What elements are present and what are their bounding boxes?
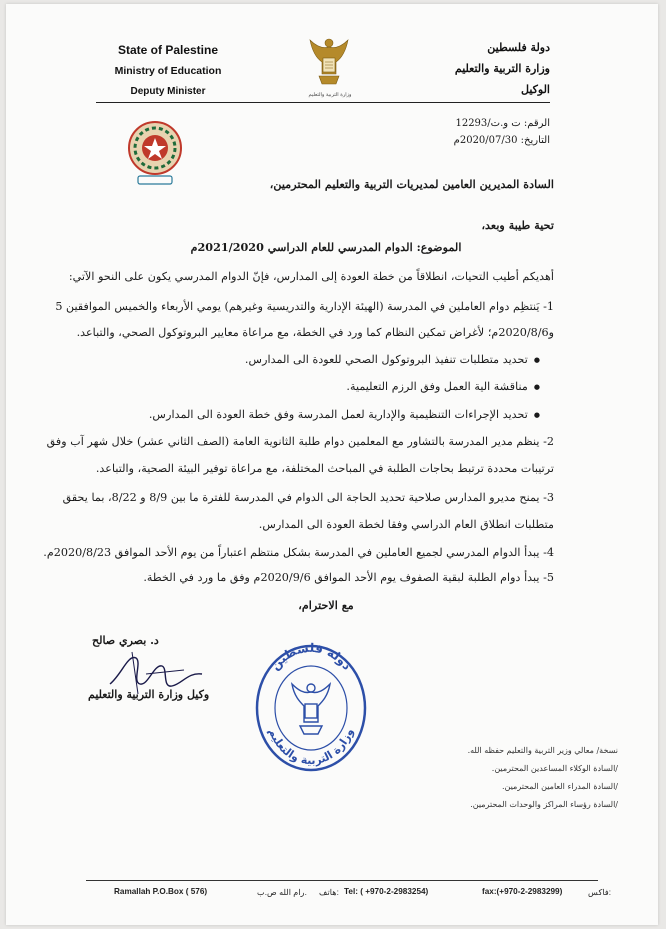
letter-reference: [454, 118, 550, 152]
eagle-emblem-icon: [304, 34, 354, 94]
stamp-outer-text: دولة فلسطين: [267, 640, 355, 673]
item-4: 4- يبدأ الدوام المدرسي لجميع العاملين في المدرسة بشكل منتظم اعتباراً من يوم الأحد الموافق 2020/8/23م.: [43, 546, 554, 559]
signer-title: وكيل وزارة التربية والتعليم: [88, 688, 210, 701]
signer-name: د. بصري صالح: [92, 634, 159, 647]
greeting: تحية طيبة وبعد،: [481, 218, 554, 232]
ar-ministry-name: وزارة التربية والتعليم: [454, 62, 550, 75]
item-3-line-1: 3- يمنح مديرو المدارس صلاحية تحديد الحاجة الى الدوام في المدرسة للفترة ما بين 8/9 و 8/22، بما يحقق: [62, 491, 554, 504]
bullet-item: ● تحديد متطلبات تنفيذ البروتوكول الصحي للعودة الى المدارس.: [245, 353, 540, 366]
footer-fax: fax:(+970-2-2983299): [482, 887, 563, 896]
item-1-line-2: و2020/8/6م؛ لأغراض تمكين النظام كما ورد في الخطة، مع مراعاة معايير البروتوكول الصحي، والتباعد.: [76, 326, 554, 339]
ar-deputy-title: الوكيل: [521, 83, 550, 96]
copy-line: /السادة رؤساء المراكز والوحدات المحترمين.: [470, 800, 618, 809]
footer-fax-ar: فاكس:: [588, 888, 612, 897]
footer-pobox: Ramallah P.O.Box ( 576): [114, 887, 208, 896]
copies-list: [436, 746, 618, 818]
item-1-line-1: 1- يَنتظِم دوام العاملين في المدرسة (الهيئة الإدارية والتدريسية وغيرهم) يومي الأربعاء والخميس الموافقين 5: [55, 300, 554, 313]
bullet-item: ● تحديد الإجراءات التنظيمية والإدارية لعمل المدرسة وفق خطة العودة الى المدارس.: [149, 408, 540, 421]
closing: مع الاحترام،: [298, 598, 354, 612]
stamp-inner-text: وزارة التربية والتعليم: [265, 726, 357, 768]
header-divider: [96, 102, 550, 103]
reference-date: التاريخ: 2020/07/30م: [453, 135, 550, 146]
en-deputy-title: Deputy Minister: [130, 85, 206, 97]
footer-divider: [86, 880, 598, 881]
arabic-header: [455, 42, 550, 105]
reference-number: الرقم: ت و.ت/12293: [455, 118, 550, 129]
footer-tel: Tel: ( +970-2-2983254): [344, 887, 429, 896]
copy-line: /السادة المدراء العامين المحترمين.: [502, 782, 618, 791]
bullet-item: ● مناقشة الية العمل وفق الرزم التعليمية.: [346, 380, 540, 393]
jubilee-logo-icon: [124, 118, 186, 188]
ar-state-name: دولة فلسطين: [487, 41, 550, 54]
subject-line: الموضوع: الدوام المدرسي للعام الدراسي 2021/2020م: [190, 240, 462, 254]
intro-paragraph: أهديكم أطيب التحيات، انطلاقاً من خطة العودة إلى المدارس، فإنّ الدوام المدرسي يكون على النحو الآتي:: [68, 270, 554, 283]
addressee: السادة المديرين العامين لمديريات التربية والتعليم المحترمين،: [269, 177, 554, 191]
english-header: [98, 44, 238, 97]
ministry-stamp: [252, 640, 370, 776]
letter-page: [6, 4, 658, 925]
svg-text:دولة فلسطين: [268, 641, 354, 673]
item-3-line-2: متطلبات انطلاق العام الدراسي وفقا لخطة العودة الى المدارس.: [258, 518, 554, 531]
emblem-caption: وزارة التربية والتعليم: [308, 92, 352, 98]
svg-text:وزارة التربية والتعليم: [266, 727, 356, 768]
en-state-name: State of Palestine: [117, 43, 219, 57]
item-5: 5- يبدأ دوام الطلبة لبقية الصفوف يوم الأحد الموافق 2020/9/6م وفق ما ورد في الخطة.: [143, 571, 554, 584]
copy-line: /السادة الوكلاء المساعدين المحترمين.: [491, 764, 618, 773]
en-ministry-name: Ministry of Education: [114, 65, 222, 77]
item-2-line-2: ترتيبات محددة ترتبط بحاجات الطلبة في المباحث المختلفة، مع مراعاة توفير البيئة الصحية، والتباعد.: [95, 462, 554, 475]
item-2-line-1: 2- ينظم مدير المدرسة بالتشاور مع المعلمين دوام طلبة الثانوية العامة (الصف الثاني عشر) خلال شهر آب وفق: [46, 435, 554, 448]
footer-tel-ar: هاتف:: [319, 888, 339, 897]
copy-line: نسخة/ معالي وزير التربية والتعليم حفظه الله.: [467, 746, 618, 755]
footer-pobox-ar: رام الله ص.ب.: [257, 888, 307, 897]
